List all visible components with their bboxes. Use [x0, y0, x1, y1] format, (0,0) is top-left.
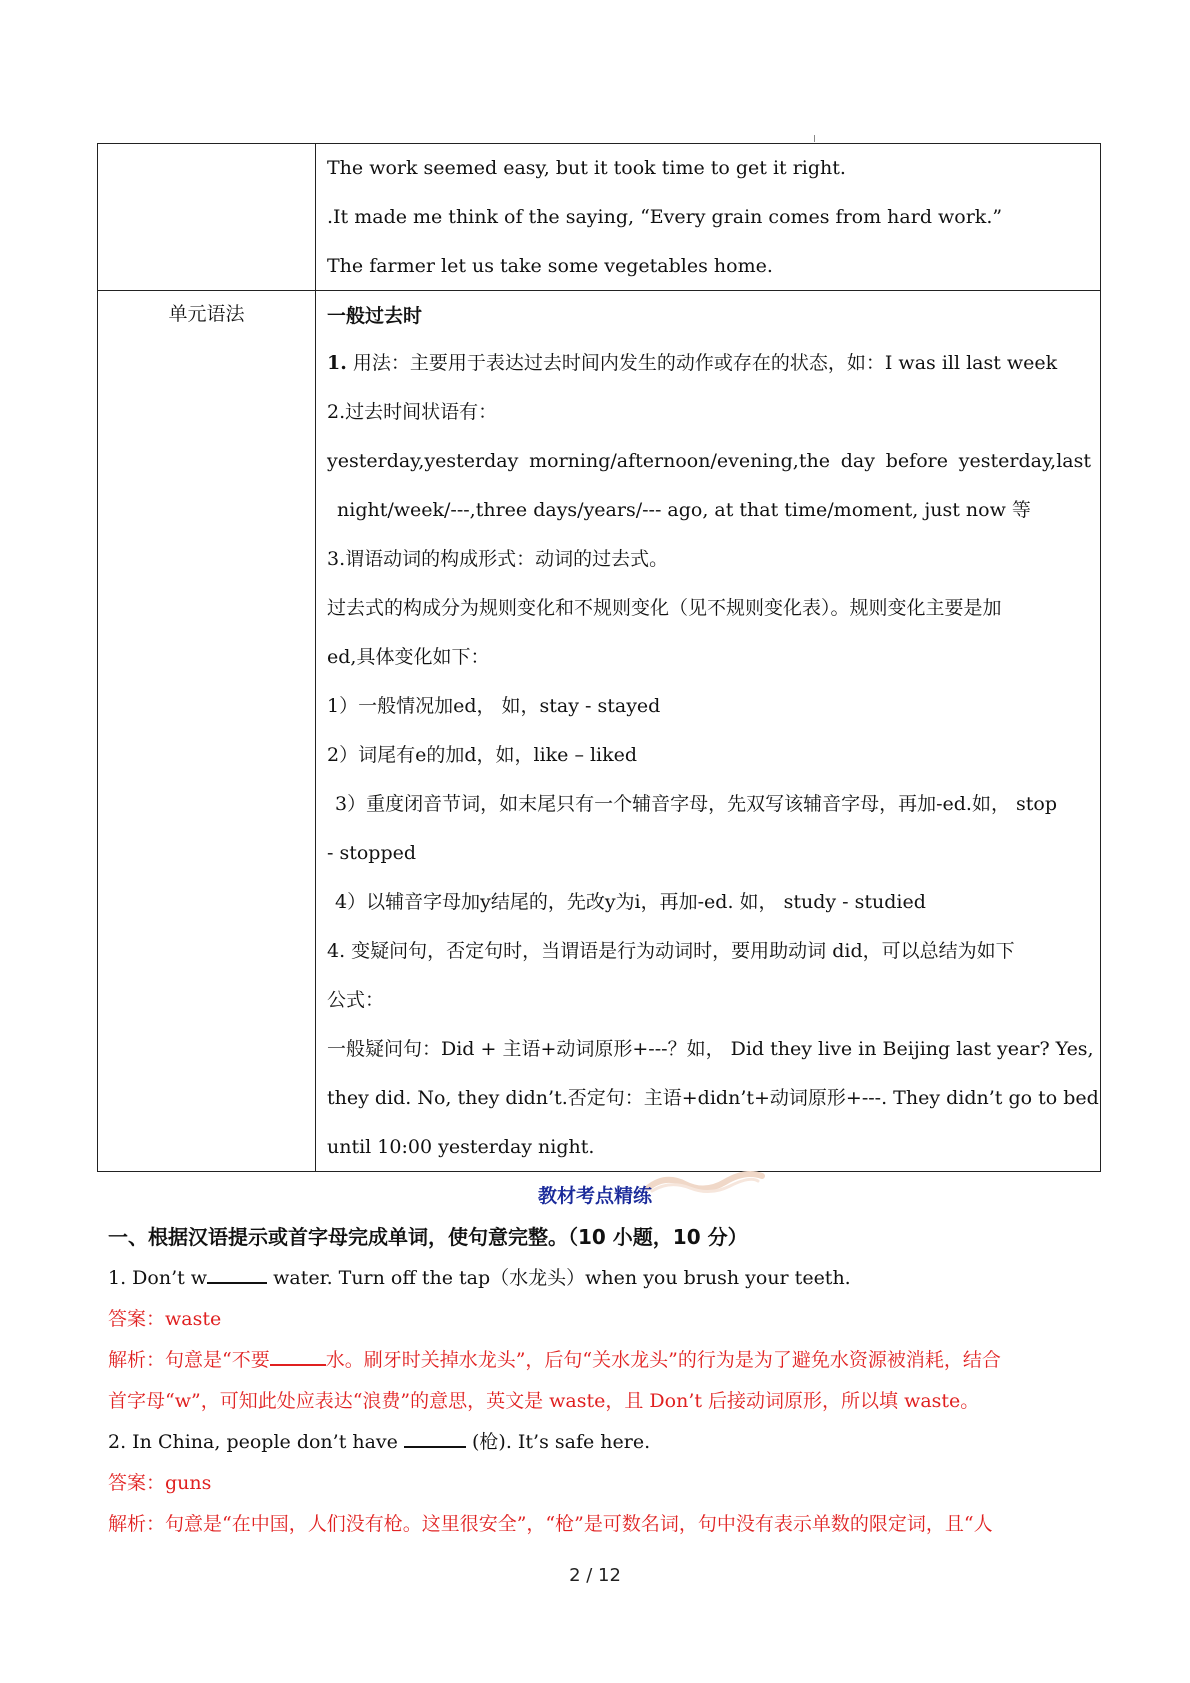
rule-line: 2）词尾有e的加d，如，like – liked: [327, 744, 638, 766]
time-word: yesterday,last: [958, 450, 1091, 472]
explanation-2: 解析：句意是“在中国，人们没有枪。这里很安全”，“枪”是可数名词，句中没有表示单数的限定词，且“人: [108, 1513, 993, 1535]
question-line: 公式：: [327, 989, 385, 1011]
answer-2: 答案：guns: [108, 1472, 212, 1494]
row-label-text: 单元语法: [168, 303, 245, 325]
row-label: [98, 291, 316, 1172]
example-sentences-cell: [316, 144, 1101, 291]
grammar-heading: 一般过去时: [327, 305, 423, 327]
page-number: 2 / 12: [569, 1565, 621, 1586]
usage-number: 1.: [327, 352, 347, 374]
explanation-1: [108, 1345, 1001, 1372]
explanation-text: 水。刷牙时关掉水龙头”，后句“关水龙头”的行为是为了避免水资源被消耗，结合: [325, 1349, 1001, 1371]
example-sentence: .It made me think of the saying, “Every grain comes from hard work.”: [327, 206, 1003, 228]
time-word: morning/afternoon/evening,the: [529, 450, 830, 472]
question-line: until 10:00 yesterday night.: [327, 1136, 595, 1158]
table-row: [98, 291, 1101, 1172]
explanation-blank: [270, 1363, 326, 1366]
rule-line: - stopped: [327, 842, 417, 864]
question-line: they did. No, they didn’t.否定句：主语+didn’t+动词原形+---. They didn’t go to bed: [327, 1087, 1099, 1109]
question-line: 一般疑问句：Did + 主语+动词原形+---？如， Did they live in Beijing last year? Yes,: [327, 1038, 1094, 1060]
exercise-heading: 一、根据汉语提示或首字母完成单词，使句意完整。（10 小题，10 分）: [108, 1225, 748, 1249]
question-text: water. Turn off the tap（水龙头）when you brush your teeth.: [267, 1267, 851, 1289]
usage-text: 用法：主要用于表达过去时间内发生的动作或存在的状态，如：I was ill last week: [352, 352, 1058, 374]
table-row: [98, 144, 1101, 291]
question-1: [108, 1263, 851, 1290]
example-sentence: The farmer let us take some vegetables home.: [327, 255, 773, 277]
row-label-empty: [98, 144, 316, 291]
time-words-line-2: night/week/---,three days/years/--- ago, at that time/moment, just now 等: [337, 499, 1031, 521]
question-text: 2. In China, people don’t have: [108, 1431, 404, 1453]
question-text: (枪). It’s safe here.: [465, 1431, 651, 1453]
question-2: [108, 1427, 650, 1454]
time-words-line: [327, 437, 1091, 486]
time-word: day: [840, 450, 875, 472]
example-sentence: The work seemed easy, but it took time to get it right.: [327, 157, 846, 179]
grammar-cell: [316, 291, 1101, 1172]
form-heading: 3.谓语动词的构成形式：动词的过去式。: [327, 548, 669, 570]
rule-line: 1）一般情况加ed， 如，stay - stayed: [327, 695, 661, 717]
question-line: 4. 变疑问句，否定句时，当谓语是行为动词时，要用助动词 did，可以总结为如下: [327, 940, 1015, 962]
form-description: ed,具体变化如下：: [327, 646, 490, 668]
answer-1: 答案：waste: [108, 1308, 222, 1330]
explanation-1-cont: 首字母“w”，可知此处应表达“浪费”的意思，英文是 waste，且 Don’t 后接动词原形，所以填 waste。: [108, 1390, 980, 1412]
time-heading: 2.过去时间状语有：: [327, 401, 498, 423]
grammar-table: [97, 143, 1101, 1172]
rule-line: 4）以辅音字母加y结尾的，先改y为i，再加-ed. 如， study - studied: [335, 891, 926, 913]
form-description: 过去式的构成分为规则变化和不规则变化（见不规则变化表）。规则变化主要是加: [327, 597, 1002, 619]
answer-blank: [207, 1281, 267, 1284]
page-tick-mark: [814, 135, 815, 142]
answer-blank: [404, 1445, 466, 1448]
explanation-text: 解析：句意是“不要: [108, 1349, 270, 1371]
usage-line: [327, 339, 1091, 388]
time-word: yesterday,yesterday: [327, 450, 519, 472]
section-title: 教材考点精练: [537, 1185, 652, 1207]
question-text: 1. Don’t w: [108, 1267, 208, 1289]
rule-line: 3）重度闭音节词，如末尾只有一个辅音字母，先双写该辅音字母，再加-ed.如， stop: [335, 793, 1057, 815]
time-word: before: [885, 450, 948, 472]
